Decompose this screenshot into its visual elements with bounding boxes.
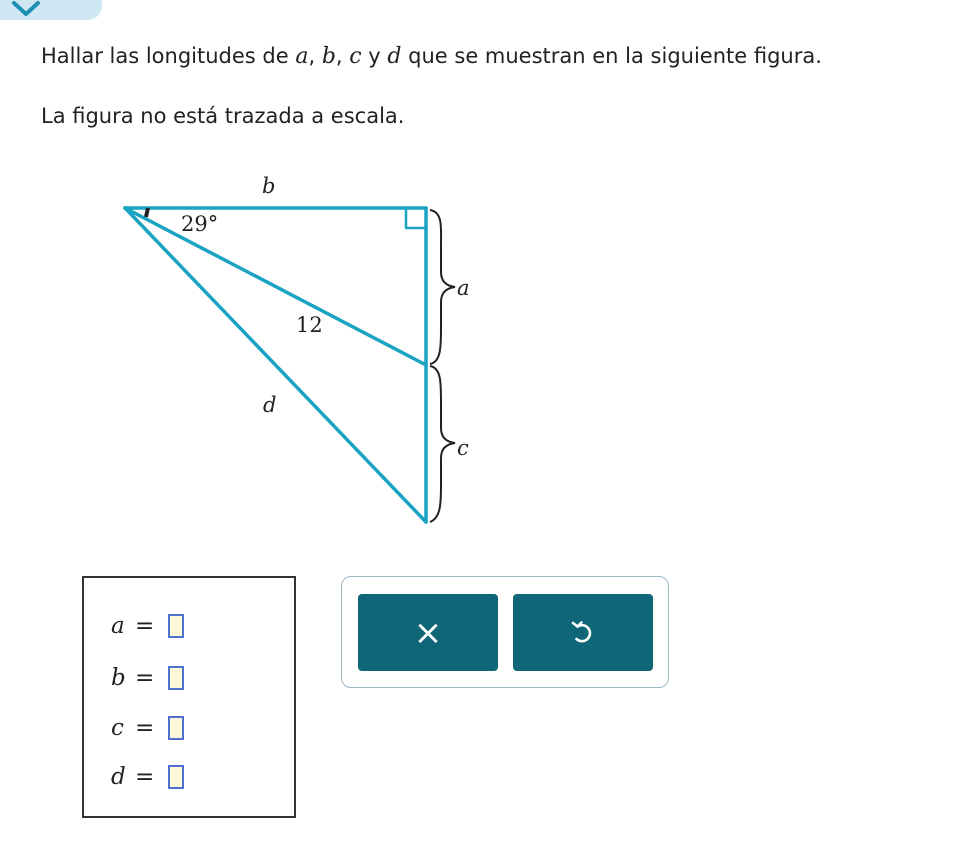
clear-button[interactable] [358, 594, 498, 671]
label-angle: 29° [181, 212, 219, 236]
angle-arc [146, 208, 148, 217]
answer-var: d [111, 764, 126, 790]
answer-row-a [111, 611, 184, 641]
label-c: c [457, 436, 469, 460]
answer-var: a [111, 613, 125, 639]
brace-c [430, 366, 455, 522]
label-a: a [457, 276, 470, 300]
equals-sign: = [135, 665, 155, 691]
answer-input-c[interactable] [168, 716, 184, 740]
answer-input-b[interactable] [168, 666, 184, 690]
answer-row-c [111, 713, 184, 743]
separator: , [335, 44, 350, 68]
var-a: a [295, 44, 309, 69]
label-d: d [263, 393, 277, 417]
undo-icon [570, 619, 596, 647]
answer-row-d [111, 762, 184, 792]
separator: , [308, 44, 322, 68]
answer-var: b [111, 665, 126, 691]
equals-sign: = [135, 764, 155, 790]
scale-note: La figura no está trazada a escala. [41, 104, 405, 128]
label-b: b [262, 174, 276, 198]
answer-input-d[interactable] [168, 765, 184, 789]
prompt-text: Hallar las longitudes de [41, 44, 296, 68]
hypotenuse-12-line [125, 208, 426, 365]
equals-sign: = [135, 613, 155, 639]
undo-button[interactable] [513, 594, 653, 671]
answer-var: c [111, 715, 124, 741]
equals-sign: = [135, 715, 155, 741]
side-d-line [125, 208, 426, 522]
right-angle-mark [406, 208, 426, 228]
answer-row-b [111, 663, 184, 693]
var-d: d [387, 44, 402, 69]
prompt-text-end: que se muestran en la siguiente figura. [401, 44, 822, 68]
answer-box [82, 576, 296, 818]
action-panel [341, 576, 669, 688]
conjunction: y [361, 44, 388, 68]
answer-input-a[interactable] [168, 614, 184, 638]
var-b: b [321, 44, 336, 69]
brace-a [430, 210, 455, 364]
var-c: c [349, 44, 362, 69]
label-12: 12 [296, 313, 323, 337]
close-icon: × [413, 612, 443, 653]
